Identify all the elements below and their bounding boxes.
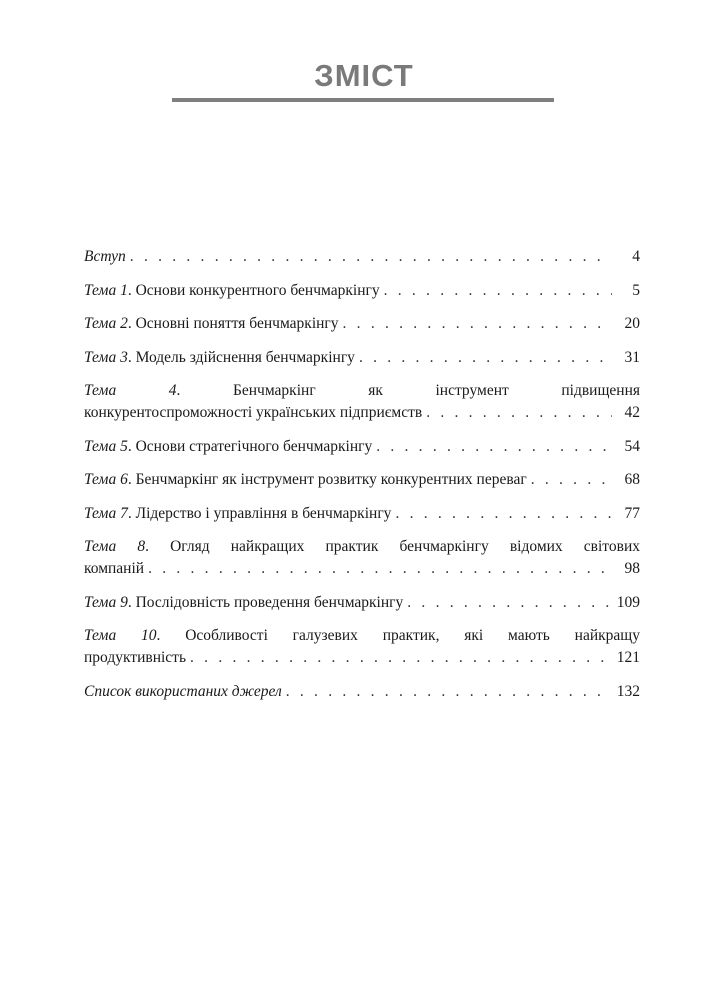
toc-entry-text-continued: компаній: [84, 560, 145, 577]
toc-entry-text: . Особливості галузевих практик, які мають найкращу: [156, 627, 640, 644]
toc-entry-lead: Вступ: [84, 248, 126, 265]
toc-entry-text: . Модель здійснення бенчмаркінгу: [127, 348, 355, 366]
toc-entry-lead: Тема 6: [84, 471, 128, 488]
title-divider: [172, 98, 554, 102]
toc-page-number: 42: [624, 404, 640, 421]
dot-leader: [148, 558, 612, 580]
toc-entry-topic-4[interactable]: [84, 380, 640, 424]
toc-page-number: 98: [624, 560, 640, 577]
toc-entry-text: . Основи конкурентного бенчмаркінгу: [127, 281, 380, 299]
dot-leader: [407, 592, 612, 614]
page-title: ЗМІСТ: [314, 58, 414, 93]
toc-page-number: 31: [624, 348, 640, 366]
toc-entry-text: . Основи стратегічного бенчмаркінгу: [127, 437, 373, 455]
toc-page-number: 20: [624, 315, 640, 332]
toc-entry-topic-7[interactable]: [84, 503, 640, 525]
dot-leader: [359, 347, 612, 369]
toc-entry-topic-5[interactable]: [84, 436, 640, 458]
toc-page-number: 54: [624, 437, 640, 455]
toc-entry-lead: Тема 4: [84, 382, 177, 399]
toc-entry-topic-9[interactable]: [84, 592, 640, 614]
dot-leader: [531, 469, 612, 491]
toc-entry-text: . Бенчмаркінг як інструмент підвищення: [176, 382, 640, 399]
toc-entry-lead: Тема 7: [84, 504, 128, 522]
toc-page-number: 5: [632, 281, 640, 299]
toc-entry-text: . Огляд найкращих практик бенчмаркінгу відомих світових: [145, 538, 640, 555]
toc-entry-text: . Послідовність проведення бенчмаркінгу: [127, 593, 404, 611]
toc-page-number: 132: [616, 682, 640, 700]
toc-entry-lead: Тема 8: [84, 538, 146, 555]
toc-page-number: 68: [624, 471, 640, 488]
toc-entry-text: . Лідерство і управління в бенчмаркінгу: [127, 504, 392, 522]
toc-page-number: 77: [624, 504, 640, 522]
toc-page-number: 4: [632, 248, 640, 265]
toc-page-number: 121: [616, 649, 640, 666]
toc-entry-text: . Бенчмаркінг як інструмент розвитку конкурентних переваг: [127, 471, 527, 488]
toc-entry-text-continued: продуктивність: [84, 649, 187, 666]
toc-entry-topic-3[interactable]: [84, 347, 640, 369]
dot-leader: [384, 280, 612, 302]
toc-entry-intro[interactable]: [84, 246, 640, 268]
toc-entry-lead: Тема 2: [84, 315, 128, 332]
toc-entry-text-continued: конкурентоспроможності українських підприємств: [84, 404, 423, 421]
toc-entry-text: . Основні поняття бенчмаркінгу: [127, 315, 339, 332]
toc-entry-topic-2[interactable]: [84, 313, 640, 335]
toc-entry-topic-8[interactable]: [84, 536, 640, 580]
toc-entry-lead: Тема 9: [84, 593, 128, 611]
dot-leader: [343, 313, 612, 335]
toc-entry-topic-1[interactable]: [84, 280, 640, 302]
toc-entry-lead: Тема 5: [84, 437, 128, 455]
toc-entry-lead: Список використаних джерел: [84, 682, 282, 700]
toc-entry-references[interactable]: [84, 681, 640, 703]
toc-entry-lead: Тема 1: [84, 281, 128, 299]
toc-entry-lead: Тема 10: [84, 627, 157, 644]
dot-leader: [286, 681, 612, 703]
table-of-contents: [84, 246, 640, 714]
toc-page-number: 109: [616, 593, 640, 611]
toc-entry-topic-6[interactable]: [84, 469, 640, 491]
dot-leader: [395, 503, 612, 525]
toc-entry-lead: Тема 3: [84, 348, 128, 366]
dot-leader: [190, 647, 612, 669]
dot-leader: [130, 246, 612, 268]
toc-entry-topic-10[interactable]: [84, 625, 640, 669]
dot-leader: [426, 402, 612, 424]
dot-leader: [376, 436, 612, 458]
